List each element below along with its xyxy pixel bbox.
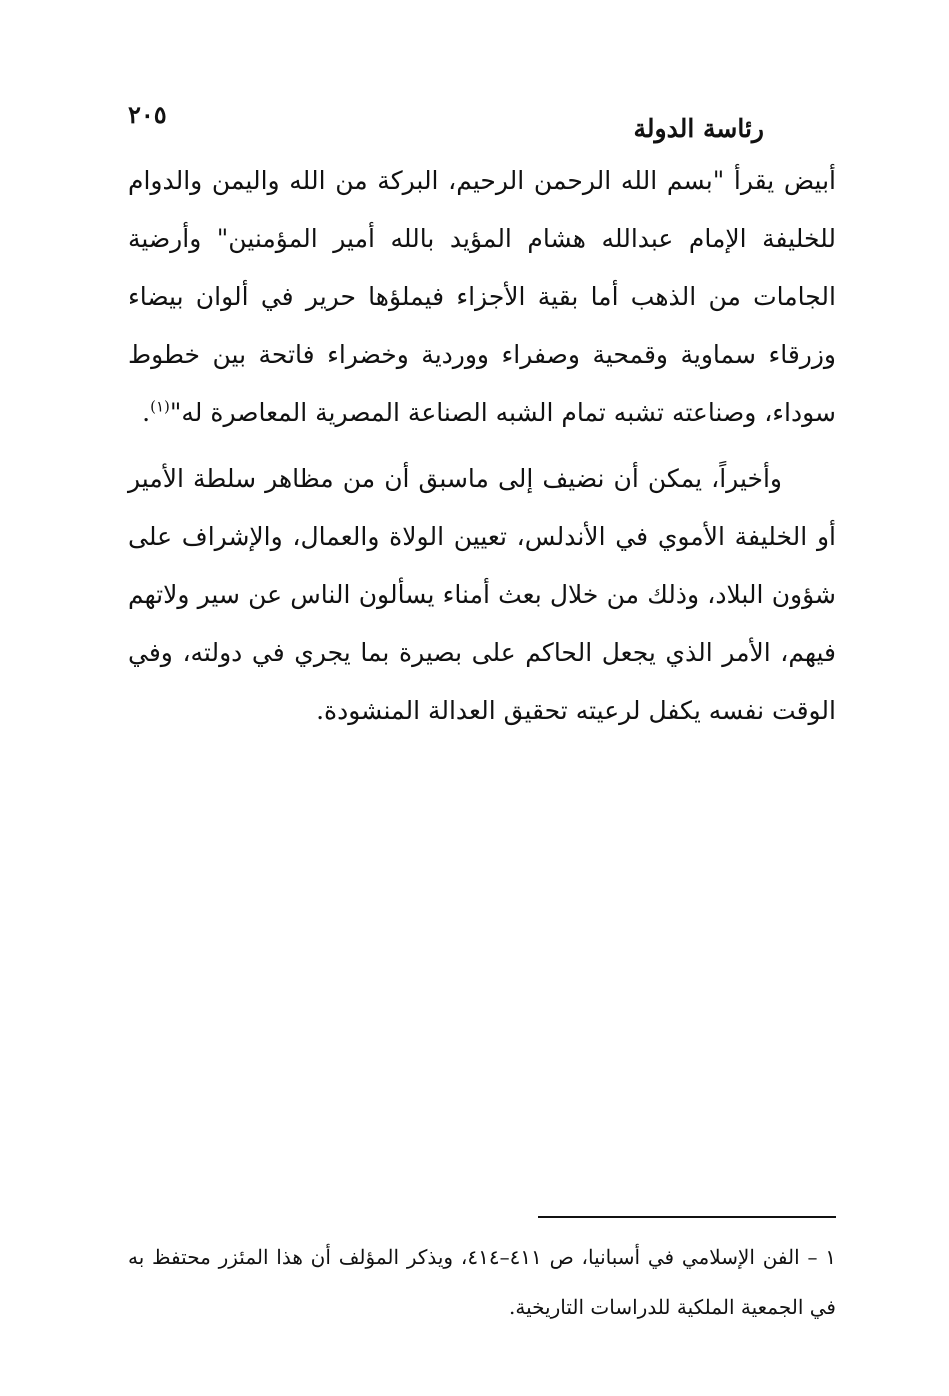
footnotes <box>128 1232 836 1332</box>
paragraph-2: وأخيراً، يمكن أن نضيف إلى ماسبق أن من مظاهر سلطة الأمير أو الخليفة الأموي في الأندلس، تعيين الولاة والعمال، والإشراف على شؤون البلاد، وذلك من خلال بعث أمناء يسألون الناس عن سير ولاتهم فيهم، الأمر الذي يجعل الحاكم على بصيرة بما يجري في دولته، وفي الوقت نفسه يكفل لرعيته تحقيق العدالة المنشودة. <box>128 464 836 725</box>
running-header-title: رئاسة الدولة <box>633 114 764 143</box>
footnote-separator <box>538 1216 836 1218</box>
paragraph-1-text: أبيض يقرأ "بسم الله الرحمن الرحيم، البركة من الله واليمن والدوام للخليفة الإمام عبدالله هشام المؤيد بالله أمير المؤمنين" وأرضية الجامات من الذهب أما بقية الأجزاء فيملؤها حرير في ألوان بيضاء وزرقاء سماوية وقمحية وصفراء ووردية وخضراء فاتحة بين خطوط سوداء، وصناعته تشبه تمام الشبه الصناعة المصرية المعاصرة له" <box>128 166 836 427</box>
paragraph-1 <box>128 152 836 442</box>
main-text <box>128 152 836 740</box>
footnote-1: ١ – الفن الإسلامي في أسبانيا، ص ٤١١–٤١٤، ويذكر المؤلف أن هذا المئزر محتفظ به في الجمعية الملكية للدراسات التاريخية. <box>128 1245 836 1319</box>
footnote-reference[interactable]: (١) <box>150 397 170 416</box>
paragraph-1-end: . <box>142 398 151 427</box>
page-number: ٢٠٥ <box>128 100 167 129</box>
